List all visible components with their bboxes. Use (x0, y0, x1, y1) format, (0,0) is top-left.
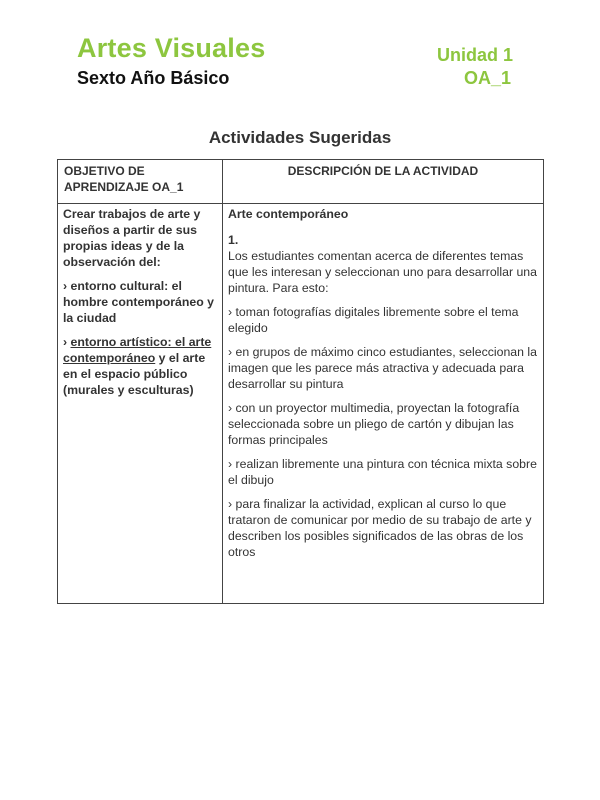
subject-title: Artes Visuales (77, 33, 266, 63)
objective-column-header: OBJETIVO DE APRENDIZAJE OA_1 (64, 164, 184, 194)
activity-name: Arte contemporáneo (228, 207, 349, 221)
section-title: Actividades Sugeridas (208, 128, 392, 147)
activity-step: › para finalizar la actividad, explican al curso lo que trataron de comunicar por medio de su trabajo de arte y describen los posibles significados de las obras de los otros (228, 497, 532, 559)
grade-label: Sexto Año Básico (77, 68, 230, 88)
objective-artistic-item (63, 334, 215, 398)
row-divider (58, 203, 543, 204)
objective-cell (63, 206, 215, 406)
step-number: 1. (228, 233, 239, 247)
activities-table (57, 159, 544, 604)
activity-step: › con un proyector multimedia, proyectan la fotografía seleccionada sobre un pliego de cartón y dibujan las formas principales (228, 401, 520, 447)
activity-intro: Los estudiantes comentan acerca de diferentes temas que les interesan y seleccionan uno para desarrollar una pintura. Para esto: (228, 249, 537, 295)
description-column-header: DESCRIPCIÓN DE LA ACTIVIDAD (287, 164, 479, 178)
description-cell (228, 206, 538, 568)
artistic-prefix: › (63, 335, 71, 349)
objective-intro: Crear trabajos de arte y diseños a partir de sus propias ideas y de la observación del: (63, 207, 201, 269)
oa-label: OA_1 (464, 68, 512, 88)
artistic-underlined-text: entorno artístico: el arte contemporáneo (63, 335, 212, 365)
activity-step: › toman fotografías digitales libremente sobre el tema elegido (228, 305, 519, 335)
artistic-suffix: y el arte en el espacio público (murales y esculturas) (63, 351, 206, 397)
activity-step: › realizan libremente una pintura con técnica mixta sobre el dibujo (228, 457, 537, 487)
column-divider (222, 160, 223, 603)
unit-label: Unidad 1 (437, 45, 514, 65)
activity-step: › en grupos de máximo cinco estudiantes, seleccionan la imagen que les parece más atractiva y adecuada para desarrollar su pintura (228, 345, 537, 391)
objective-cultural-item: › entorno cultural: el hombre contemporáneo y la ciudad (63, 279, 215, 325)
